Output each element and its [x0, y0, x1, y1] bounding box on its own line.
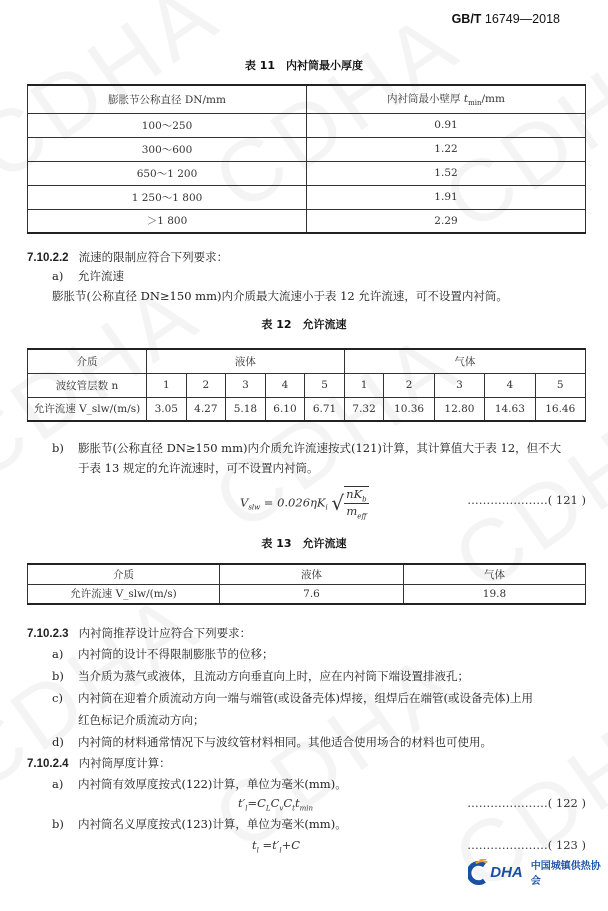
formula-123: $t_l =t'_l+C$ [252, 838, 301, 855]
table-row [28, 185, 586, 209]
section-number: 7.10.2.2 [27, 252, 69, 264]
table-cell: 16.46 [535, 397, 585, 421]
table-cell: ＞1 800 [28, 209, 307, 233]
section-number: 7.10.2.4 [27, 758, 69, 770]
logo-org-name: 中国城镇供热协会 [530, 861, 601, 887]
table-cell: 650～1 200 [28, 161, 307, 185]
table-row [28, 397, 586, 421]
table-cell: 5 [305, 373, 345, 397]
item-label: a) [52, 777, 64, 791]
item-b [52, 816, 347, 832]
table-header-row [28, 349, 586, 373]
section-7-10-2-3 [27, 625, 251, 641]
table12 [27, 348, 586, 422]
table-cell: 7.6 [220, 584, 404, 604]
table-cell: 0.91 [307, 113, 586, 137]
table-cell: 100～250 [28, 113, 307, 137]
table-row [28, 137, 586, 161]
table-cell: 1 [344, 373, 384, 397]
standard-code: 16749—2018 [484, 12, 560, 26]
table-cell: 波纹管层数 n [28, 373, 147, 397]
table-cell: 1.52 [307, 161, 586, 185]
table-header-row [28, 564, 586, 584]
table13 [27, 563, 586, 605]
header-unit: /mm [481, 93, 505, 106]
table-row [28, 373, 586, 397]
table-header-cell: 介质 [28, 564, 220, 584]
table-cell: 3 [434, 373, 484, 397]
standard-prefix: GB/T [451, 12, 482, 26]
item-label: b) [52, 669, 64, 683]
item-text: 内衬筒有效厚度按式(122)计算，单位为毫米(mm)。 [78, 777, 347, 791]
table-cell: 1.22 [307, 137, 586, 161]
table-row [28, 161, 586, 185]
table-cell: 12.80 [434, 397, 484, 421]
table-cell: 4.27 [186, 397, 226, 421]
table-cell: 5.18 [226, 397, 266, 421]
item-label: b) [52, 441, 64, 455]
table-cell: 2 [186, 373, 226, 397]
table-header-cell: 液体 [220, 564, 404, 584]
table-row [28, 209, 586, 233]
section-7-10-2-4 [27, 755, 171, 771]
item-label: a) [52, 269, 64, 283]
list-item-continued: 红色标记介质流动方向； [78, 713, 205, 727]
list-item [52, 734, 492, 750]
item-text: 内衬筒名义厚度按式(123)计算，单位为毫米(mm)。 [78, 817, 347, 831]
table12-caption: 表 12 允许流速 [261, 318, 347, 331]
table-cell: 6.71 [305, 397, 345, 421]
formula-121: $V_{slw} = 0.026\eta K_i$ √ $nK_b$ $m_{eff}$ [240, 487, 367, 521]
table-cell: 2.29 [307, 209, 586, 233]
item-b-continued: 于表 13 规定的允许流速时，可不设置内衬筒。 [78, 461, 319, 475]
table-cell: 300～600 [28, 137, 307, 161]
section-title: 内衬筒推荐设计应符合下列要求： [78, 626, 252, 640]
formula-121-number: …………………( 121 ) [467, 493, 586, 507]
section-title: 内衬筒厚度计算： [78, 756, 171, 770]
list-item [52, 646, 274, 662]
table-row [28, 584, 586, 604]
list-item [52, 668, 469, 684]
section-title: 流速的限制应符合下列要求： [78, 250, 229, 264]
header-text: 内衬筒最小壁厚 [387, 93, 464, 106]
item-label: a) [52, 647, 64, 661]
table-cell: 14.63 [485, 397, 535, 421]
table-header-cell: 气体 [344, 349, 585, 373]
item-label: d) [52, 735, 64, 749]
table-header-cell [307, 85, 586, 113]
item-text: 内衬筒的材料通常情况下与波纹管材料相同。其他适合使用场合的材料也可使用。 [78, 735, 492, 749]
table-cell: 2 [384, 373, 434, 397]
section-7-10-2-2 [27, 249, 228, 265]
item-text: 膨胀节(公称直径 DN≥150 mm)内介质允许流速按式(121)计算，其计算值大于表 12，但不大 [78, 441, 562, 455]
table-cell: 7.32 [344, 397, 384, 421]
table11 [27, 84, 586, 234]
standard-number [452, 12, 560, 26]
table-header-cell: 液体 [147, 349, 345, 373]
table-cell: 6.10 [265, 397, 305, 421]
item-label: c) [52, 691, 63, 705]
formula-122-number: …………………( 122 ) [467, 796, 586, 810]
watermark [195, 631, 477, 871]
table-cell: 1 250～1 800 [28, 185, 307, 209]
item-text: 内衬筒的设计不得限制膨胀节的位移； [78, 647, 274, 661]
formula-122: $t'_l=C_LC_vC_tt_{min}$ [238, 796, 314, 813]
table-cell: 19.8 [404, 584, 586, 604]
item-label: b) [52, 817, 64, 831]
table-header-cell: 介质 [28, 349, 147, 373]
table-cell: 3 [226, 373, 266, 397]
table-cell: 4 [265, 373, 305, 397]
item-text: 当介质为蒸气或液体，且流动方向垂直向上时，应在内衬筒下端设置排液孔； [78, 669, 469, 683]
table-cell: 1.91 [307, 185, 586, 209]
table-cell: 5 [535, 373, 585, 397]
table-header-cell: 膨胀节公称直径 DN/mm [28, 85, 307, 113]
table-header-row [28, 85, 586, 113]
list-item [52, 690, 533, 706]
logo-mark: DHA [490, 863, 523, 881]
table-cell: 10.36 [384, 397, 434, 421]
table-header-cell: 气体 [404, 564, 586, 584]
section-number: 7.10.2.3 [27, 628, 69, 640]
table-cell: 4 [485, 373, 535, 397]
item-text: 内衬筒在迎着介质流动方向一端与端管(或设备壳体)焊接，组焊后在端管(或设备壳体)上用 [78, 691, 533, 705]
formula-123-number: …………………( 123 ) [467, 838, 586, 852]
header-var: t [463, 93, 469, 106]
table11-caption: 表 11 内衬筒最小厚度 [244, 59, 364, 72]
header-sub: min [468, 99, 482, 108]
table-cell: 1 [147, 373, 187, 397]
item-a [52, 776, 347, 792]
paragraph: 膨胀节(公称直径 DN≥150 mm)内介质最大流速小于表 12 允许流速，可不设置内衬筒。 [52, 289, 508, 303]
table13-caption: 表 13 允许流速 [261, 537, 347, 550]
table-row [28, 113, 586, 137]
table-cell: 允许流速 V_slw/(m/s) [28, 397, 147, 421]
item-title: 允许流速 [78, 269, 124, 283]
logo-c-icon [468, 859, 489, 885]
item-b [52, 440, 561, 456]
item-a [52, 268, 124, 284]
table-cell: 3.05 [147, 397, 187, 421]
cdha-logo [468, 857, 608, 887]
table-cell: 允许流速 V_slw/(m/s) [28, 584, 220, 604]
